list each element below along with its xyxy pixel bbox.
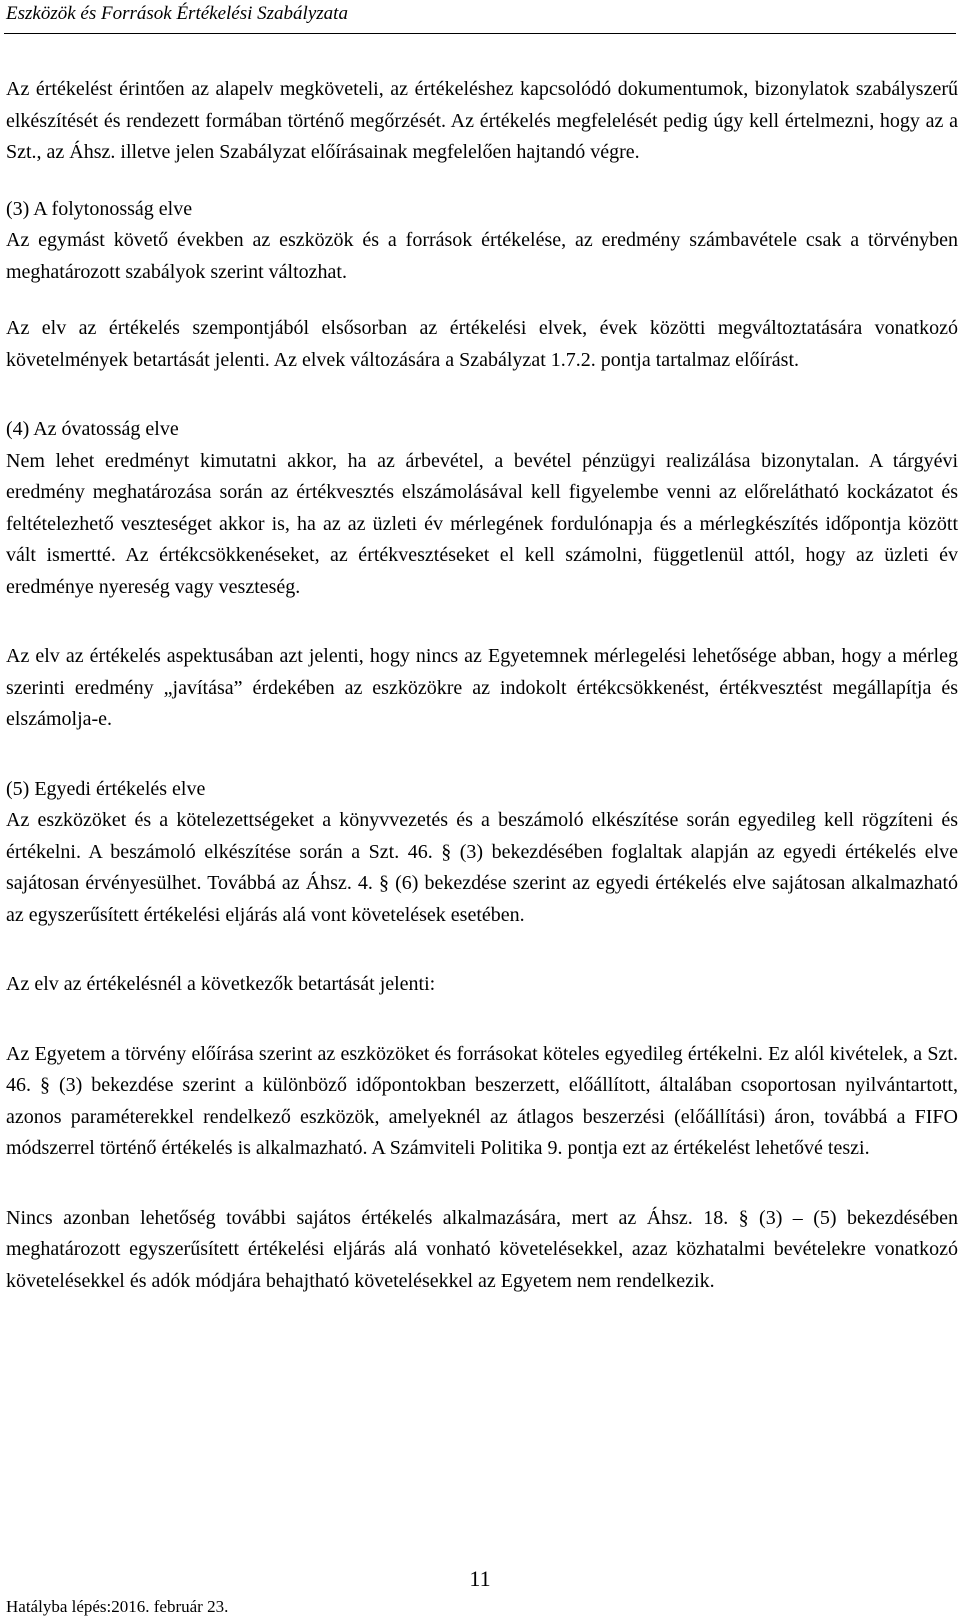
section-paragraph <box>6 774 958 932</box>
paragraph <box>6 313 958 376</box>
paragraph-text: Az elv az értékelés szempontjából elsősorban az értékelési elvek, évek közötti megváltoztatására vonatkozó követelmények betartását jelenti. Az elvek változására a Szabályzat 1.7.2. pontja tartalmaz előírást. <box>6 317 958 371</box>
paragraph-text: Az egymást követő években az eszközök és a források értékelése, az eredmény számbavétele csak a törvényben meghatározott szabályok szerint változhat. <box>6 229 958 283</box>
running-header: Eszközök és Források Értékelési Szabályzata <box>6 3 348 24</box>
paragraph <box>6 1203 958 1298</box>
paragraph-text: Nincs azonban lehetőség további sajátos értékelés alkalmazására, mert az Áhsz. 18. § (3) – (5) bekezdésében meghatározott egyszerűsített értékelési eljárás alá vonható követelésekkel, azaz közhatalmi bevételekre vonatkozó követelésekkel és adók módjára behajtható követelésekkel az Egyetem nem rendelkezik. <box>6 1206 958 1292</box>
paragraph <box>6 641 958 736</box>
paragraph-text: Nem lehet eredményt kimutatni akkor, ha az árbevétel, a bevétel pénzügyi realizálása bizonytalan. A tárgyévi eredmény meghatározása során az értékvesztés elszámolásával kell figyelembe venni az előrelátható kockázatot és feltételezhető veszteséget akkor is, ha az az üzleti év mérlegének fordulónapja és a mérlegkészítés időpontja között vált ismertté. Az értékcsökkenéseket, az értékvesztéseket el kell számolni, függetlenül attól, hogy az üzleti év eredménye nyereség vagy veszteség. <box>6 449 958 598</box>
document-body <box>6 74 958 1322</box>
paragraph-text: Az eszközöket és a kötelezettségeket a könyvvezetés és a beszámoló elkészítése során egyedileg kell rögzíteni és értékelni. A beszámoló elkészítése során a Szt. 46. § (3) bekezdésében foglaltak alapján az egyedi értékelés elve sajátosan érvényesülhet. Továbbá az Áhsz. 4. § (6) bekezdése szerint az egyedi értékelés elve sajátosan alkalmazható az egyszerűsített értékelési eljárás alá vont követelések esetében. <box>6 809 958 926</box>
section-paragraph <box>6 194 958 289</box>
section-paragraph <box>6 414 958 603</box>
paragraph <box>6 969 958 1001</box>
paragraph-text: Az értékelést érintően az alapelv megköveteli, az értékeléshez kapcsolódó dokumentumok, bizonylatok szabályszerű elkészítését és rendezett formában történő megőrzését. Az értékelés megfelelését pedig úgy kell értelmezni, hogy az a Szt., az Áhsz. illetve jelen Szabályzat előírásainak megfelelően hajtandó végre. <box>6 78 958 163</box>
paragraph <box>6 74 958 169</box>
section-heading: (4) Az óvatosság elve <box>6 418 179 440</box>
effective-date: Hatályba lépés:2016. február 23. <box>6 1597 229 1616</box>
paragraph-text: Az elv az értékelésnél a következők betartását jelenti: <box>6 973 436 995</box>
paragraph <box>6 1039 958 1165</box>
paragraph-text: Az elv az értékelés aspektusában azt jelenti, hogy nincs az Egyetemnek mérlegelési lehetősége abban, hogy a mérleg szerinti eredmény „javítása” érdekében az eszközökre az indokolt értékcsökkenést, értékvesztést megállapítja és elszámolja-e. <box>6 645 958 730</box>
page-number: 11 <box>469 1566 491 1591</box>
header-divider <box>4 33 956 34</box>
section-heading: (5) Egyedi értékelés elve <box>6 777 206 800</box>
section-heading: (3) A folytonosság elve <box>6 197 193 220</box>
paragraph-text: Az Egyetem a törvény előírása szerint az eszközöket és forrásokat köteles egyedileg értékelni. Ez alól kivételek, a Szt. 46. § (3) bekezdése szerint a különböző időpontokban beszerzett, előállított, általában csoportosan nyilvántartott, azonos paraméterekkel rendelkező eszközök, amelyeknél az átlagos beszerzési (előállítási) áron, továbbá a FIFO módszerrel történő értékelés is alkalmazható. A Számviteli Politika 9. pontja ezt az értékelést lehetővé teszi. <box>6 1042 958 1159</box>
